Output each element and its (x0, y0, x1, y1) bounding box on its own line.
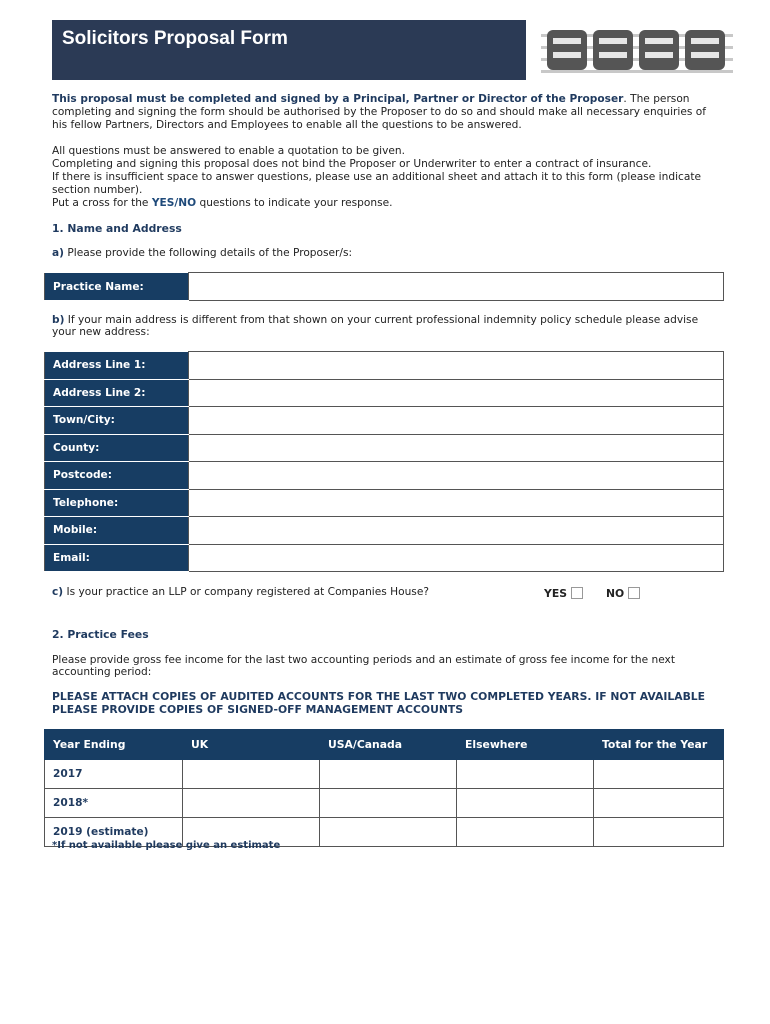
mobile-field[interactable] (189, 517, 724, 545)
address-table (44, 351, 724, 572)
section-1-heading: 1. Name and Address (52, 222, 182, 235)
fee-cell-2018-total[interactable] (594, 789, 724, 818)
address-line-1-label: Address Line 1: (45, 352, 189, 380)
column-header-uk: UK (183, 730, 320, 760)
row-label-2018: 2018* (45, 789, 183, 818)
table-row (45, 789, 724, 818)
section-2-heading: 2. Practice Fees (52, 628, 149, 641)
telephone-field[interactable] (189, 489, 724, 517)
table-row (45, 489, 724, 517)
practice-fees-intro: Please provide gross fee income for the last two accounting periods and an estimate of gross fee income for the next accounting period: (52, 654, 675, 678)
company-logo (541, 24, 733, 76)
page-title: Solicitors Proposal Form (62, 28, 288, 49)
intro-paragraph-2: All questions must be answered to enable a quotation to be given. (52, 145, 405, 157)
table-row (45, 434, 724, 462)
fee-cell-2019-total[interactable] (594, 818, 724, 847)
no-option (606, 587, 640, 600)
practice-name-table (44, 272, 724, 301)
intro-paragraph-4: If there is insufficient space to answer questions, please use an additional sheet and attach it to this form (please indicate section number). (52, 171, 701, 196)
fees-footnote: *If not available please give an estimate (52, 840, 281, 851)
address-line-1-field[interactable] (189, 352, 724, 380)
telephone-label: Telephone: (45, 489, 189, 517)
table-row (45, 517, 724, 545)
column-header-total: Total for the Year (594, 730, 724, 760)
fee-cell-2019-elsewhere[interactable] (457, 818, 594, 847)
table-row (45, 407, 724, 435)
table-row (45, 273, 724, 301)
county-field[interactable] (189, 434, 724, 462)
mobile-label: Mobile: (45, 517, 189, 545)
title-banner (52, 20, 526, 80)
table-row (45, 462, 724, 490)
fee-cell-2017-uk[interactable] (183, 760, 320, 789)
fee-cell-2018-uk[interactable] (183, 789, 320, 818)
postcode-field[interactable] (189, 462, 724, 490)
no-checkbox[interactable] (628, 587, 640, 599)
address-line-2-label: Address Line 2: (45, 379, 189, 407)
intro-text (52, 93, 722, 210)
email-label: Email: (45, 544, 189, 572)
fee-cell-2017-elsewhere[interactable] (457, 760, 594, 789)
column-header-elsewhere: Elsewhere (457, 730, 594, 760)
intro-paragraph-1: This proposal must be completed and signed by a Principal, Partner or Director of the Proposer. The person completing and signing the form should be authorised by the Proposer to do so and should make all necessary enquiries of his fellow Partners, Directors and Employees to enable all the questions to be answered. (52, 93, 706, 131)
table-header-row (45, 730, 724, 760)
email-field[interactable] (189, 544, 724, 572)
yes-label: YES (544, 587, 567, 600)
practice-name-label: Practice Name: (45, 273, 189, 301)
intro-paragraph-5: Put a cross for the YES/NO questions to indicate your response. (52, 197, 393, 209)
yes-option (544, 587, 583, 600)
intro-paragraph-3: Completing and signing this proposal does not bind the Proposer or Underwriter to enter a contract of insurance. (52, 158, 652, 170)
fee-cell-2019-usa-canada[interactable] (320, 818, 457, 847)
question-b: b) If your main address is different from that shown on your current professional indemnity policy schedule please advise your new address: (52, 314, 699, 338)
question-c: c) Is your practice an LLP or company registered at Companies House? (52, 586, 429, 598)
column-header-usa-canada: USA/Canada (320, 730, 457, 760)
table-row (45, 544, 724, 572)
fee-cell-2017-total[interactable] (594, 760, 724, 789)
fee-cell-2018-usa-canada[interactable] (320, 789, 457, 818)
no-label: NO (606, 587, 625, 600)
fee-cell-2018-elsewhere[interactable] (457, 789, 594, 818)
postcode-label: Postcode: (45, 462, 189, 490)
town-city-field[interactable] (189, 407, 724, 435)
column-header-year-ending: Year Ending (45, 730, 183, 760)
address-line-2-field[interactable] (189, 379, 724, 407)
yes-checkbox[interactable] (571, 587, 583, 599)
table-row (45, 760, 724, 789)
row-label-2019: 2019 (estimate) (45, 818, 183, 847)
town-city-label: Town/City: (45, 407, 189, 435)
practice-name-field[interactable] (189, 273, 724, 301)
county-label: County: (45, 434, 189, 462)
accounts-warning: PLEASE ATTACH COPIES OF AUDITED ACCOUNTS FOR THE LAST TWO COMPLETED YEARS. IF NOT AVAILABLE PLEASE PROVIDE COPIES OF SIGNED-OFF MANAGEMENT ACCOUNTS (52, 690, 706, 716)
table-row (45, 352, 724, 380)
table-row (45, 379, 724, 407)
row-label-2017: 2017 (45, 760, 183, 789)
question-a: a) Please provide the following details of the Proposer/s: (52, 247, 353, 259)
fees-table (44, 729, 724, 847)
fee-cell-2017-usa-canada[interactable] (320, 760, 457, 789)
